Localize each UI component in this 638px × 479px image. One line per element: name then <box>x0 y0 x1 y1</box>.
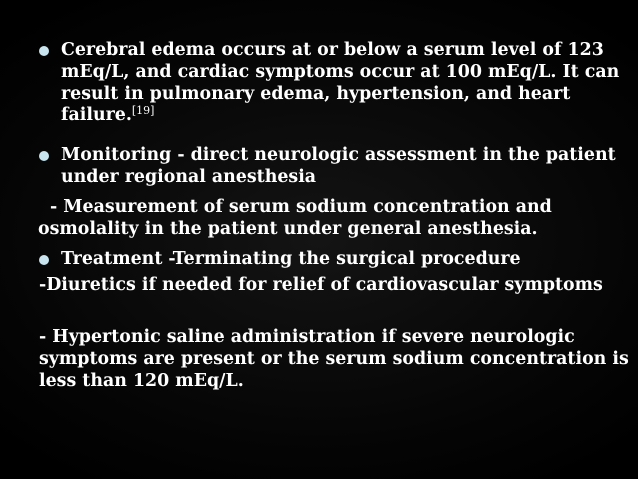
bullet-icon <box>39 255 49 265</box>
monitoring-detail: - Measurement of serum sodium concentration and osmolality in the patient under general anesthesia. <box>38 197 552 239</box>
bullet-icon <box>39 46 49 56</box>
bullet-icon <box>39 151 49 161</box>
bullet-text: Treatment -Terminating the surgical procedure <box>61 249 521 269</box>
treatment-detail-diuretics: -Diuretics if needed for relief of cardiovascular symptoms <box>39 275 603 295</box>
reference-citation: [19] <box>131 104 155 118</box>
bullet-text <box>61 40 631 127</box>
bullet-text-content: Cerebral edema occurs at or below a serum level of 123 mEq/L, and cardiac symptoms occur at 100 mEq/L. It can result in pulmonary edema, hypertension, and heart failure. <box>61 40 620 126</box>
treatment-detail-hypertonic-saline: - Hypertonic saline administration if severe neurologic symptoms are present or the serum sodium concentration is less than 120 mEq/L. <box>39 327 629 391</box>
bullet-text: Monitoring - direct neurologic assessment in the patient under regional anesthesia <box>61 145 616 187</box>
